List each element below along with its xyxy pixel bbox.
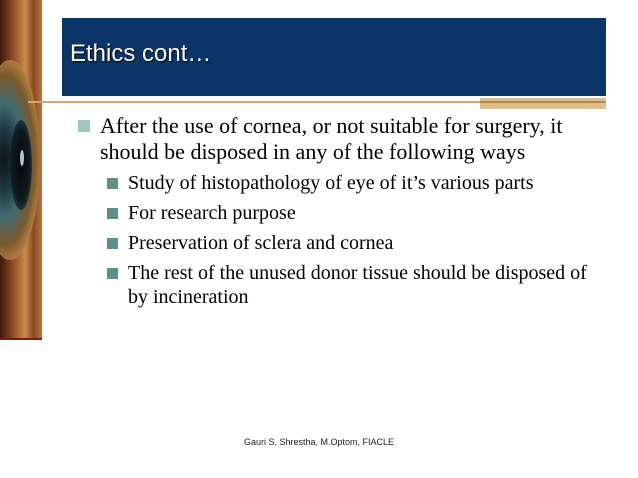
sub-bullet-item <box>106 201 596 225</box>
eye-image-strip <box>0 0 42 340</box>
sub-bullet-item <box>106 261 596 309</box>
accent-block <box>480 98 606 109</box>
slide-title: Ethics cont… <box>70 40 212 67</box>
square-bullet-icon <box>107 238 118 249</box>
slide-content <box>76 113 596 309</box>
bullet-text: After the use of cornea, or not suitable for surgery, it should be disposed in any of the following ways <box>100 113 563 164</box>
sub-bullet-text: The rest of the unused donor tissue should be disposed of by incineration <box>128 262 587 308</box>
slide-footer: Gauri S. Shrestha, M.Optom, FIACLE <box>243 437 395 447</box>
square-bullet-icon <box>107 268 118 279</box>
square-bullet-icon <box>78 120 90 132</box>
sub-bullet-item <box>106 171 596 195</box>
bullet-item <box>76 113 596 165</box>
sub-bullet-item <box>106 231 596 255</box>
eye-strip-divider <box>0 338 42 340</box>
eye-highlight <box>20 150 24 166</box>
sub-bullet-text: For research purpose <box>128 202 296 224</box>
sub-bullet-text: Study of histopathology of eye of it’s various parts <box>128 172 534 194</box>
sub-bullet-text: Preservation of sclera and cornea <box>128 232 394 254</box>
square-bullet-icon <box>107 178 118 189</box>
square-bullet-icon <box>107 208 118 219</box>
